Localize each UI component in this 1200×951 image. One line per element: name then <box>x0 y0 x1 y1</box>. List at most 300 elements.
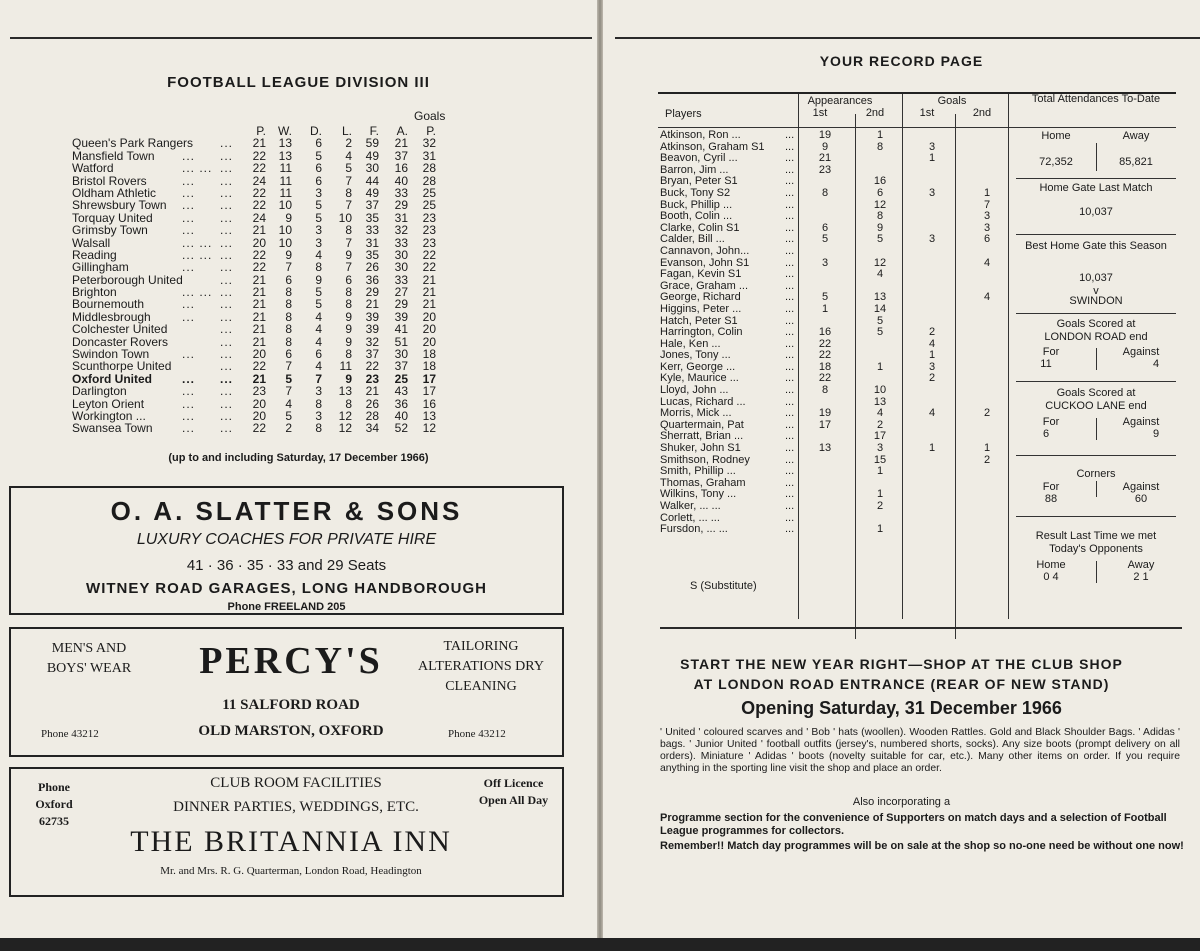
goals-2nd: 3 <box>983 221 991 234</box>
totals-header: Total Attendances To-Date <box>1031 93 1161 105</box>
britannia-line-2: DINNER PARTIES, WEDDINGS, ETC. <box>173 799 419 815</box>
goals-for: 31 <box>365 235 379 250</box>
played: 24 <box>252 210 266 225</box>
player-name: Buck, Tony S2 <box>660 186 731 199</box>
goals-for: 36 <box>365 272 379 287</box>
percys-name: PERCY'S <box>199 640 383 682</box>
player-name: Lloyd, John ... <box>660 384 729 397</box>
leader-dots: ... <box>220 347 234 362</box>
substitute-note: S (Substitute) <box>690 580 757 592</box>
appearances-1st: 16 <box>818 326 832 339</box>
leader-dots: ... <box>785 198 795 211</box>
leader-dots: ... <box>785 129 795 141</box>
team-name: Watford <box>72 161 114 176</box>
goals-for: 30 <box>365 161 379 176</box>
leader-dots: ... <box>785 186 795 199</box>
appearances-1st: 6 <box>821 221 829 234</box>
leader-dots: ... <box>785 349 795 362</box>
leader-dots: ... <box>182 297 196 312</box>
appearances-1st: 19 <box>818 407 832 420</box>
appearances-2nd: 2 <box>876 500 884 512</box>
leader-dots: ... <box>785 256 795 269</box>
goals-against: 30 <box>394 347 408 362</box>
appearances-header: Appearances <box>807 95 873 107</box>
goals-for: 33 <box>365 223 379 238</box>
cuckoo-against: 9 <box>1152 428 1160 440</box>
leader-dots: ... <box>220 396 234 411</box>
leader-dots: ... <box>785 233 795 246</box>
player-row <box>660 186 991 200</box>
goals-against: 33 <box>394 235 408 250</box>
shop-opening: Opening Saturday, 31 December 1966 <box>741 698 1062 718</box>
goals-1st: 2 <box>928 372 936 385</box>
drawn: 4 <box>315 359 322 374</box>
appearances-2nd: 4 <box>876 407 884 420</box>
leader-dots: ... <box>220 148 234 163</box>
league-row <box>72 137 512 149</box>
league-row <box>72 199 512 211</box>
appearances-2nd: 14 <box>873 302 887 315</box>
league-row <box>72 360 512 372</box>
leader-dots: ... <box>220 322 234 337</box>
player-name: Lucas, Richard ... <box>660 395 746 408</box>
won: 4 <box>285 396 292 411</box>
leader-dots: ... <box>785 407 795 420</box>
for-label: For <box>1042 416 1060 428</box>
player-name: Buck, Phillip ... <box>660 198 733 211</box>
played: 22 <box>252 148 266 163</box>
lost: 9 <box>345 247 352 262</box>
app-1st-header: 1st <box>812 107 828 119</box>
lost: 7 <box>345 235 352 250</box>
lost: 6 <box>345 272 352 287</box>
goals-1st: 4 <box>928 337 936 350</box>
player-name: Kerr, George ... <box>660 360 736 373</box>
header-won: W. <box>278 124 292 138</box>
appearances-1st: 13 <box>818 442 832 455</box>
leader-dots: ... <box>785 476 795 489</box>
won: 8 <box>285 309 292 324</box>
appearances-2nd: 1 <box>876 523 884 536</box>
won: 2 <box>285 421 292 436</box>
played: 21 <box>252 322 266 337</box>
goals-against: 37 <box>394 148 408 163</box>
points: 17 <box>422 384 436 399</box>
team-name: Oldham Athletic <box>72 185 157 200</box>
drawn: 8 <box>315 260 322 275</box>
best-gate-v: v <box>1093 285 1099 297</box>
for-label: For <box>1042 346 1060 358</box>
goals-for: 44 <box>365 173 379 188</box>
points: 20 <box>422 334 436 349</box>
played: 23 <box>252 384 266 399</box>
player-name: Sherratt, Brian ... <box>660 430 744 443</box>
played: 21 <box>252 272 266 287</box>
leader-dots: ... <box>785 465 795 478</box>
appearances-2nd: 1 <box>876 465 884 478</box>
lost: 8 <box>345 223 352 238</box>
leader-dots: ... <box>182 371 196 386</box>
appearances-1st: 8 <box>821 186 829 199</box>
corners-against: 60 <box>1134 493 1148 505</box>
appearances-1st: 23 <box>818 163 832 176</box>
appearances-1st: 21 <box>818 152 832 165</box>
played: 21 <box>252 223 266 238</box>
goals-for: 23 <box>365 371 379 386</box>
won: 10 <box>278 223 292 238</box>
best-gate-value: 10,037 <box>1079 272 1113 284</box>
result-away: 2 1 <box>1133 571 1149 583</box>
appearances-2nd: 12 <box>873 256 887 269</box>
won: 6 <box>285 272 292 287</box>
drawn: 3 <box>315 185 322 200</box>
played: 22 <box>252 185 266 200</box>
appearances-2nd: 1 <box>876 360 884 373</box>
shop-rule <box>660 627 1182 629</box>
appearances-2nd: 4 <box>876 268 884 281</box>
goals-for: 22 <box>365 359 379 374</box>
leader-dots: ... <box>182 347 196 362</box>
percys-right-text: TAILORING ALTERATIONS DRY CLEANING <box>418 639 544 694</box>
league-row <box>72 162 512 174</box>
leader-dots: ... <box>182 260 196 275</box>
player-name: Atkinson, Ron ... <box>660 129 741 141</box>
goals-2nd: 1 <box>983 442 991 455</box>
points: 23 <box>422 210 436 225</box>
player-row <box>660 210 991 223</box>
goals-1st: 1 <box>928 152 936 165</box>
won: 7 <box>285 359 292 374</box>
britannia-line-1: CLUB ROOM FACILITIES <box>210 775 382 791</box>
leader-dots: ... <box>785 291 795 304</box>
lost: 8 <box>345 285 352 300</box>
leader-dots: ... <box>785 244 795 257</box>
goals-for: 29 <box>365 285 379 300</box>
goals-for: 26 <box>365 396 379 411</box>
goals-1st: 1 <box>928 349 936 362</box>
leader-dots: ... ... <box>182 161 213 176</box>
league-row <box>72 385 512 397</box>
goals-1st: 1 <box>928 442 936 455</box>
lost: 10 <box>338 210 352 225</box>
appearances-2nd: 10 <box>873 384 887 397</box>
points: 12 <box>422 421 436 436</box>
app-2nd-header: 2nd <box>865 107 885 119</box>
goals-for: 35 <box>365 210 379 225</box>
appearances-2nd: 1 <box>876 129 884 141</box>
shop-heading <box>603 654 1200 694</box>
leader-dots: ... <box>220 421 234 436</box>
player-row <box>660 442 991 455</box>
lost: 4 <box>345 148 352 163</box>
percys-address-1: 11 SALFORD ROAD <box>222 697 360 713</box>
won: 11 <box>279 185 292 200</box>
team-name: Workington ... <box>72 408 146 423</box>
goals-for: 21 <box>365 297 379 312</box>
goals-1st: 2 <box>928 326 936 339</box>
leader-dots: ... <box>220 297 234 312</box>
points: 21 <box>422 272 436 287</box>
leader-dots: ... <box>220 285 234 300</box>
leader-dots: ... <box>220 384 234 399</box>
league-title: FOOTBALL LEAGUE DIVISION III <box>167 74 430 91</box>
goals-1st: 3 <box>928 186 936 199</box>
london-for: 11 <box>1040 358 1052 370</box>
leader-dots: ... <box>220 223 234 238</box>
goals-against: 36 <box>394 396 408 411</box>
goals-2nd: 1 <box>983 186 991 199</box>
goals-against: 29 <box>394 198 408 213</box>
league-row <box>72 323 512 335</box>
played: 20 <box>252 235 266 250</box>
player-name: Fagan, Kevin S1 <box>660 268 742 281</box>
leader-dots: ... <box>785 488 795 501</box>
player-name: Smith, Phillip ... <box>660 465 736 478</box>
goals-2nd: 2 <box>983 407 991 420</box>
london-against: 4 <box>1152 358 1160 370</box>
leader-dots: ... <box>182 210 196 225</box>
result-label: Result Last Time we met Today's Opponents <box>1035 530 1157 555</box>
points: 16 <box>422 396 436 411</box>
goals-against: 51 <box>394 334 408 349</box>
appearances-2nd: 6 <box>876 186 884 199</box>
drawn: 8 <box>315 396 322 411</box>
player-row <box>660 269 980 281</box>
header-line <box>658 127 1176 128</box>
appearances-2nd: 13 <box>873 291 887 304</box>
appearances-1st: 9 <box>821 140 829 153</box>
britannia-ad <box>9 767 564 897</box>
player-name: Barron, Jim ... <box>660 163 729 176</box>
player-row <box>660 385 980 397</box>
appearances-1st: 17 <box>818 418 832 431</box>
divider <box>1096 418 1097 440</box>
leader-dots: ... <box>220 260 234 275</box>
drawn: 5 <box>315 210 322 225</box>
goals-for: 21 <box>365 384 379 399</box>
player-list <box>660 129 991 536</box>
players-header: Players <box>665 108 702 120</box>
team-name: Brighton <box>72 285 117 300</box>
played: 22 <box>252 198 266 213</box>
best-gate-label: Best Home Gate this Season <box>1025 240 1167 252</box>
player-name: Jones, Tony ... <box>660 349 731 362</box>
totals-divider <box>1016 178 1176 179</box>
leader-dots: ... <box>785 453 795 466</box>
leader-dots: ... <box>785 163 795 176</box>
goals-against: 40 <box>394 408 408 423</box>
player-row <box>660 246 980 258</box>
leader-dots: ... <box>220 247 234 262</box>
percys-left-text: MEN'S AND BOYS' WEAR <box>46 641 132 676</box>
goals-2nd: 4 <box>983 256 991 269</box>
lost: 12 <box>338 408 352 423</box>
drawn: 6 <box>315 347 322 362</box>
points: 23 <box>422 223 436 238</box>
col-line <box>1008 94 1009 619</box>
leader-dots: ... <box>220 272 234 287</box>
goals-against: 33 <box>394 272 408 287</box>
appearances-2nd: 5 <box>876 314 884 327</box>
played: 22 <box>252 421 266 436</box>
appearances-2nd: 5 <box>876 326 884 339</box>
cuckoo-for: 6 <box>1042 428 1050 440</box>
lost: 8 <box>345 396 352 411</box>
goals-1st: 3 <box>928 140 936 153</box>
britannia-licence: Off Licence Open All Day <box>478 776 549 807</box>
team-name: Walsall <box>72 235 111 250</box>
player-name: Shuker, John S1 <box>660 442 741 455</box>
leader-dots: ... <box>220 185 234 200</box>
appearances-2nd: 3 <box>876 442 884 455</box>
goals-for: 37 <box>365 347 379 362</box>
goals-against: 43 <box>394 384 408 399</box>
player-name: Quartermain, Pat <box>660 418 744 431</box>
goals-for: 49 <box>365 185 379 200</box>
slatter-seats: 41 · 36 · 35 · 33 and 29 Seats <box>186 557 387 574</box>
appearances-2nd: 15 <box>873 453 887 466</box>
won: 13 <box>278 148 292 163</box>
appearances-1st: 5 <box>821 291 829 304</box>
shop-body: ' United ' coloured scarves and ' Bob ' hats (woollen). Wooden Rattles. Gold and Black Shoulder Bags. ' Adidas ' bags. ' Junior United ' football outfits (jersey's, numbered shorts, socks). Any size boots (prompt delivery on all orders). Miniature ' Adidas ' boots (novelty suitable for car, etc.). Many other items on order. If you require anything in the sporting line visit the shop and place an order. <box>660 727 1180 774</box>
player-name: Beavon, Cyril ... <box>660 152 738 165</box>
team-name: Bournemouth <box>72 297 145 312</box>
team-name: Queen's Park Rangers <box>72 136 194 151</box>
shop-heading-1: START THE NEW YEAR RIGHT—SHOP AT THE CLUB SHOP <box>680 656 1123 672</box>
team-name: Peterborough United <box>72 272 183 287</box>
home-label: Home <box>1041 130 1071 142</box>
home-total: 72,352 <box>1039 156 1073 168</box>
drawn: 5 <box>315 148 322 163</box>
team-name: Oxford United <box>72 371 152 386</box>
player-name: Hatch, Peter S1 <box>660 314 738 327</box>
leader-dots: ... ... <box>182 247 213 262</box>
leader-dots: ... <box>182 198 196 213</box>
appearances-1st: 22 <box>818 372 832 385</box>
played: 20 <box>252 408 266 423</box>
london-road-label: Goals Scored at LONDON ROAD end <box>1044 318 1148 343</box>
drawn: 4 <box>315 247 322 262</box>
appearances-2nd: 1 <box>876 488 884 501</box>
player-name: Hale, Ken ... <box>660 337 721 350</box>
appearances-2nd: 9 <box>876 221 884 234</box>
goals-for: 35 <box>365 247 379 262</box>
league-row <box>72 249 512 261</box>
won: 11 <box>279 173 292 188</box>
goals-for: 37 <box>365 198 379 213</box>
points: 22 <box>422 247 436 262</box>
won: 10 <box>278 198 292 213</box>
team-name: Reading <box>72 247 117 262</box>
goals-against: 32 <box>394 223 408 238</box>
won: 5 <box>285 371 292 386</box>
slatter-name: O. A. SLATTER & SONS <box>110 496 463 526</box>
points: 20 <box>422 322 436 337</box>
corners-label: Corners <box>1076 468 1116 480</box>
goals-against: 37 <box>394 359 408 374</box>
lost: 13 <box>338 384 352 399</box>
leader-dots: ... <box>785 314 795 327</box>
lost: 9 <box>345 371 352 386</box>
header-drawn: D. <box>310 124 322 138</box>
team-name: Shrewsbury Town <box>72 198 167 213</box>
goals-for: 28 <box>365 408 379 423</box>
leader-dots: ... <box>182 384 196 399</box>
drawn: 5 <box>315 285 322 300</box>
away-label: Away <box>1122 130 1150 142</box>
goals-against: 29 <box>394 297 408 312</box>
drawn: 5 <box>315 297 322 312</box>
leader-dots: ... <box>785 279 795 292</box>
header-against: A. <box>396 124 408 138</box>
leader-dots: ... <box>220 371 234 386</box>
left-page <box>0 0 597 951</box>
slatter-ad <box>9 486 564 615</box>
leader-dots: ... <box>785 372 795 385</box>
played: 21 <box>252 309 266 324</box>
team-name: Colchester United <box>72 322 168 337</box>
drawn: 6 <box>315 173 322 188</box>
league-row <box>72 224 512 236</box>
corners-for: 88 <box>1044 493 1058 505</box>
cuckoo-lane-label: Goals Scored at CUCKOO LANE end <box>1045 387 1147 412</box>
team-name: Scunthorpe United <box>72 359 172 374</box>
result-home: 0 4 <box>1043 571 1059 583</box>
won: 9 <box>285 210 292 225</box>
leader-dots: ... <box>785 210 795 223</box>
goals-against: 25 <box>394 371 408 386</box>
player-name: George, Richard <box>660 291 741 304</box>
leader-dots: ... <box>220 235 234 250</box>
player-name: Calder, Bill ... <box>660 233 725 246</box>
points: 28 <box>422 161 436 176</box>
lost: 8 <box>345 347 352 362</box>
appearances-1st: 18 <box>818 360 832 373</box>
player-row <box>660 327 980 339</box>
leader-dots: ... <box>220 359 234 374</box>
totals-divider <box>1016 516 1176 517</box>
goals-against: 16 <box>394 161 408 176</box>
player-name: Thomas, Graham <box>660 476 746 489</box>
goals-against: 33 <box>394 185 408 200</box>
player-name: Bryan, Peter S1 <box>660 175 738 188</box>
points: 20 <box>422 309 436 324</box>
goals-header-right: Goals <box>937 95 967 107</box>
player-name: Atkinson, Graham S1 <box>660 140 765 153</box>
goals-2nd: 3 <box>983 210 991 223</box>
played: 21 <box>252 136 266 151</box>
goals-against: 30 <box>394 247 408 262</box>
goals-header: Goals <box>414 109 446 123</box>
points: 22 <box>422 260 436 275</box>
played: 22 <box>252 260 266 275</box>
points: 21 <box>422 285 436 300</box>
drawn: 7 <box>315 371 322 386</box>
appearances-2nd: 12 <box>873 198 887 211</box>
drawn: 8 <box>315 421 322 436</box>
leader-dots: ... <box>785 360 795 373</box>
britannia-name: THE BRITANNIA INN <box>130 825 452 858</box>
won: 10 <box>278 235 292 250</box>
team-name: Middlesbrough <box>72 309 151 324</box>
for-label: For <box>1042 481 1060 493</box>
goals-1st-header: 1st <box>919 107 935 119</box>
won: 8 <box>285 285 292 300</box>
won: 8 <box>285 297 292 312</box>
totals-divider <box>1016 313 1176 314</box>
player-name: Grace, Graham ... <box>660 279 749 292</box>
appearances-2nd: 5 <box>876 233 884 246</box>
